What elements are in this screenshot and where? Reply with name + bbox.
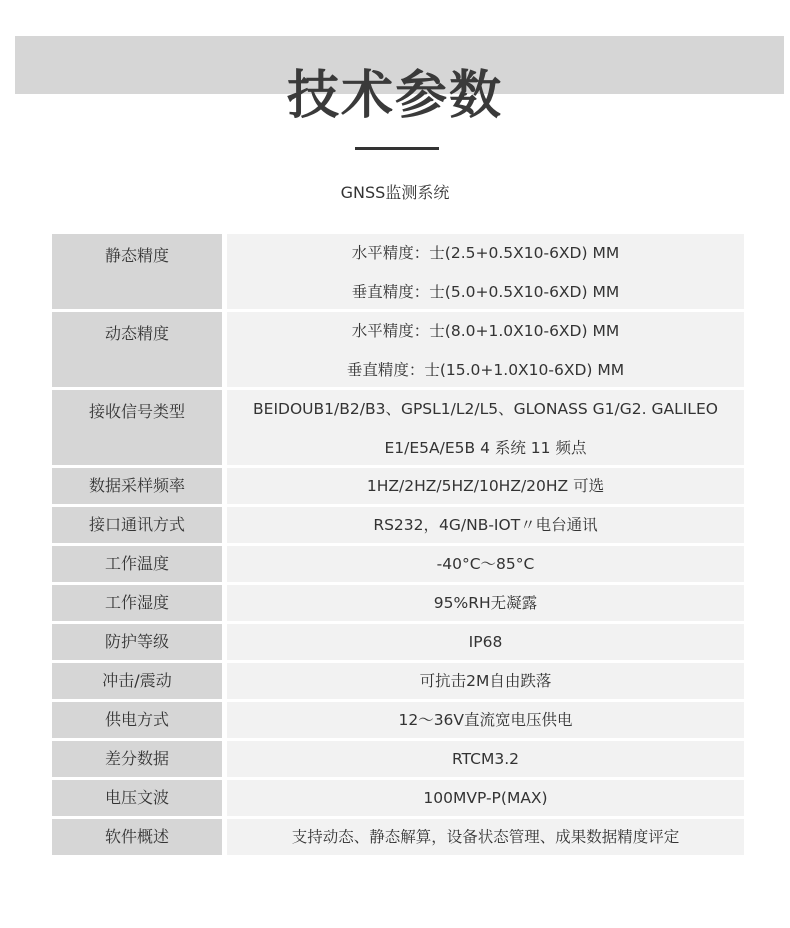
page-subtitle: GNSS监测系统 — [340, 183, 450, 202]
spec-label: 电压文波 — [52, 780, 222, 816]
spec-value — [227, 312, 744, 387]
spec-label: 冲击/震动 — [52, 663, 222, 699]
spec-label: 接收信号类型 — [52, 390, 222, 465]
spec-value — [227, 663, 744, 699]
spec-row-differential-data — [52, 741, 744, 777]
spec-row-interface — [52, 507, 744, 543]
spec-row-signal-types — [52, 390, 744, 465]
spec-value-line: 垂直精度：士(5.0+0.5X10-6XD) MM — [351, 283, 620, 301]
spec-row-dynamic-accuracy — [52, 312, 744, 387]
spec-label: 数据采样频率 — [52, 468, 222, 504]
spec-value — [227, 468, 744, 504]
spec-value-line: 可抗击2M自由跌落 — [419, 672, 552, 690]
spec-value — [227, 585, 744, 621]
spec-value-line: 12～36V直流宽电压供电 — [398, 711, 573, 729]
spec-value-line: E1/E5A/E5B 4 系统 11 频点 — [384, 439, 587, 457]
spec-value — [227, 507, 744, 543]
spec-value-line: 95%RH无凝露 — [433, 594, 538, 612]
spec-label: 工作温度 — [52, 546, 222, 582]
spec-value — [227, 234, 744, 309]
spec-row-sampling-rate — [52, 468, 744, 504]
spec-label: 静态精度 — [52, 234, 222, 309]
spec-row-power-supply — [52, 702, 744, 738]
spec-value-line: 支持动态、静态解算，设备状态管理、成果数据精度评定 — [291, 828, 680, 846]
spec-label: 防护等级 — [52, 624, 222, 660]
spec-row-protection-level — [52, 624, 744, 660]
spec-row-shock-vibration — [52, 663, 744, 699]
spec-label: 动态精度 — [52, 312, 222, 387]
spec-label: 供电方式 — [52, 702, 222, 738]
spec-value-line: 100MVP-P(MAX) — [423, 789, 548, 807]
spec-value-line: RS232，4G/NB-IOT〃电台通讯 — [373, 516, 598, 534]
spec-value-line: 垂直精度：士(15.0+1.0X10-6XD) MM — [346, 361, 625, 379]
title-underline — [355, 147, 439, 150]
spec-value-line: RTCM3.2 — [451, 750, 520, 768]
spec-value — [227, 546, 744, 582]
spec-value-line: 水平精度：士(8.0+1.0X10-6XD) MM — [351, 322, 620, 340]
page-title: 技术参数 — [286, 66, 503, 126]
spec-value-line: -40°C～85°C — [436, 555, 535, 573]
spec-table — [52, 234, 744, 858]
spec-row-static-accuracy — [52, 234, 744, 309]
spec-value — [227, 819, 744, 855]
spec-label: 差分数据 — [52, 741, 222, 777]
spec-label: 接口通讯方式 — [52, 507, 222, 543]
spec-value-line: IP68 — [468, 633, 503, 651]
spec-label: 软件概述 — [52, 819, 222, 855]
spec-row-voltage-ripple — [52, 780, 744, 816]
spec-label: 工作湿度 — [52, 585, 222, 621]
spec-value-line: 水平精度：士(2.5+0.5X10-6XD) MM — [351, 244, 620, 262]
spec-row-software-overview — [52, 819, 744, 855]
spec-row-working-temperature — [52, 546, 744, 582]
spec-value — [227, 624, 744, 660]
spec-value-line: 1HZ/2HZ/5HZ/10HZ/20HZ 可选 — [366, 477, 605, 495]
spec-value — [227, 780, 744, 816]
spec-value — [227, 741, 744, 777]
spec-row-working-humidity — [52, 585, 744, 621]
spec-value — [227, 702, 744, 738]
spec-value — [227, 390, 744, 465]
spec-value-line: BEIDOUB1/B2/B3、GPSL1/L2/L5、GLONASS G1/G2. GALILEO — [253, 400, 718, 418]
